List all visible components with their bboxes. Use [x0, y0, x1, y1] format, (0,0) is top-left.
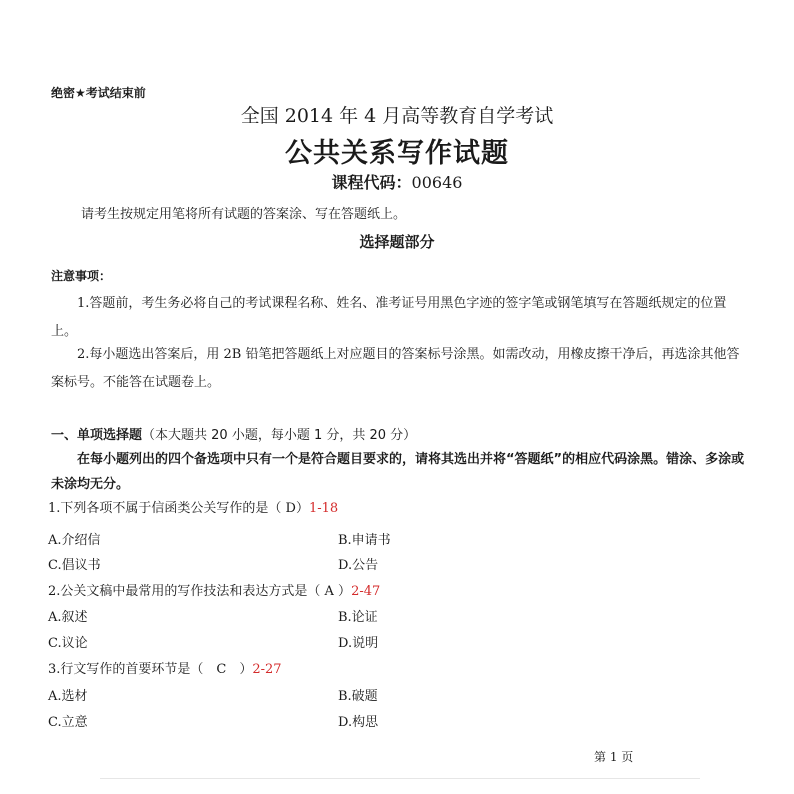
question-stem: 1.下列各项不属于信函类公关写作的是（ D）: [48, 501, 309, 516]
option-d: D.构思: [338, 715, 379, 730]
question-3: [48, 658, 282, 677]
option-d: D.公告: [338, 558, 379, 573]
confidential-label: 绝密★考试结束前: [51, 86, 146, 100]
subject-title: 公共关系写作试题: [285, 138, 509, 169]
course-code-label: 课程代码：: [331, 173, 412, 192]
note-item-2: 2.每小题选出答案后，用 2B 铅笔把答题纸上对应题目的答案标号涂黑。如需改动，用橡皮擦干净后，再选涂其他答案标号。不能答在试题卷上。: [51, 347, 740, 390]
option-a: A.叙述: [48, 610, 88, 625]
option-b: B.论证: [338, 610, 378, 625]
page-number: 第 1 页: [594, 750, 634, 764]
option-a: A.选材: [48, 689, 88, 704]
part-title: 选择题部分: [359, 233, 435, 251]
option-a: A.介绍信: [48, 533, 101, 548]
scan-divider: [100, 778, 700, 779]
exam-title: 全国 2014 年 4 月高等教育自学考试: [240, 105, 554, 127]
course-code: [0, 170, 794, 193]
option-b: B.申请书: [338, 533, 391, 548]
option-c: C.议论: [48, 636, 88, 651]
answer-instruction: 请考生按规定用笔将所有试题的答案涂、写在答题纸上。: [81, 207, 407, 222]
question-stem: 2.公关文稿中最常用的写作技法和表达方式是（ A ）: [48, 584, 352, 599]
question-stem: 3.行文写作的首要环节是（ C ）: [48, 662, 253, 677]
section-title: 一、单项选择题: [51, 428, 143, 443]
option-d: D.说明: [338, 636, 379, 651]
option-c: C.倡议书: [48, 558, 101, 573]
question-reference: 1-18: [308, 501, 339, 516]
section-rule: （本大题共 20 小题，每小题 1 分，共 20 分）: [142, 428, 417, 443]
option-b: B.破题: [338, 689, 378, 704]
note-item-1: 1.答题前，考生务必将自己的考试课程名称、姓名、准考证号用黑色字迹的签字笔或钢笔填写在答题纸规定的位置上。: [51, 296, 727, 339]
question-2: [48, 580, 380, 599]
question-1: [48, 497, 338, 516]
question-reference: 2-47: [351, 584, 381, 599]
section-heading: [51, 424, 416, 443]
course-code-value: 00646: [411, 173, 463, 192]
section-description: 在每小题列出的四个备选项中只有一个是符合题目要求的，请将其选出并将“答题纸”的相应代码涂黑。错涂、多涂或未涂均无分。: [51, 452, 745, 492]
option-c: C.立意: [48, 715, 88, 730]
question-reference: 2-27: [252, 662, 282, 677]
notes-heading: 注意事项：: [51, 269, 112, 283]
